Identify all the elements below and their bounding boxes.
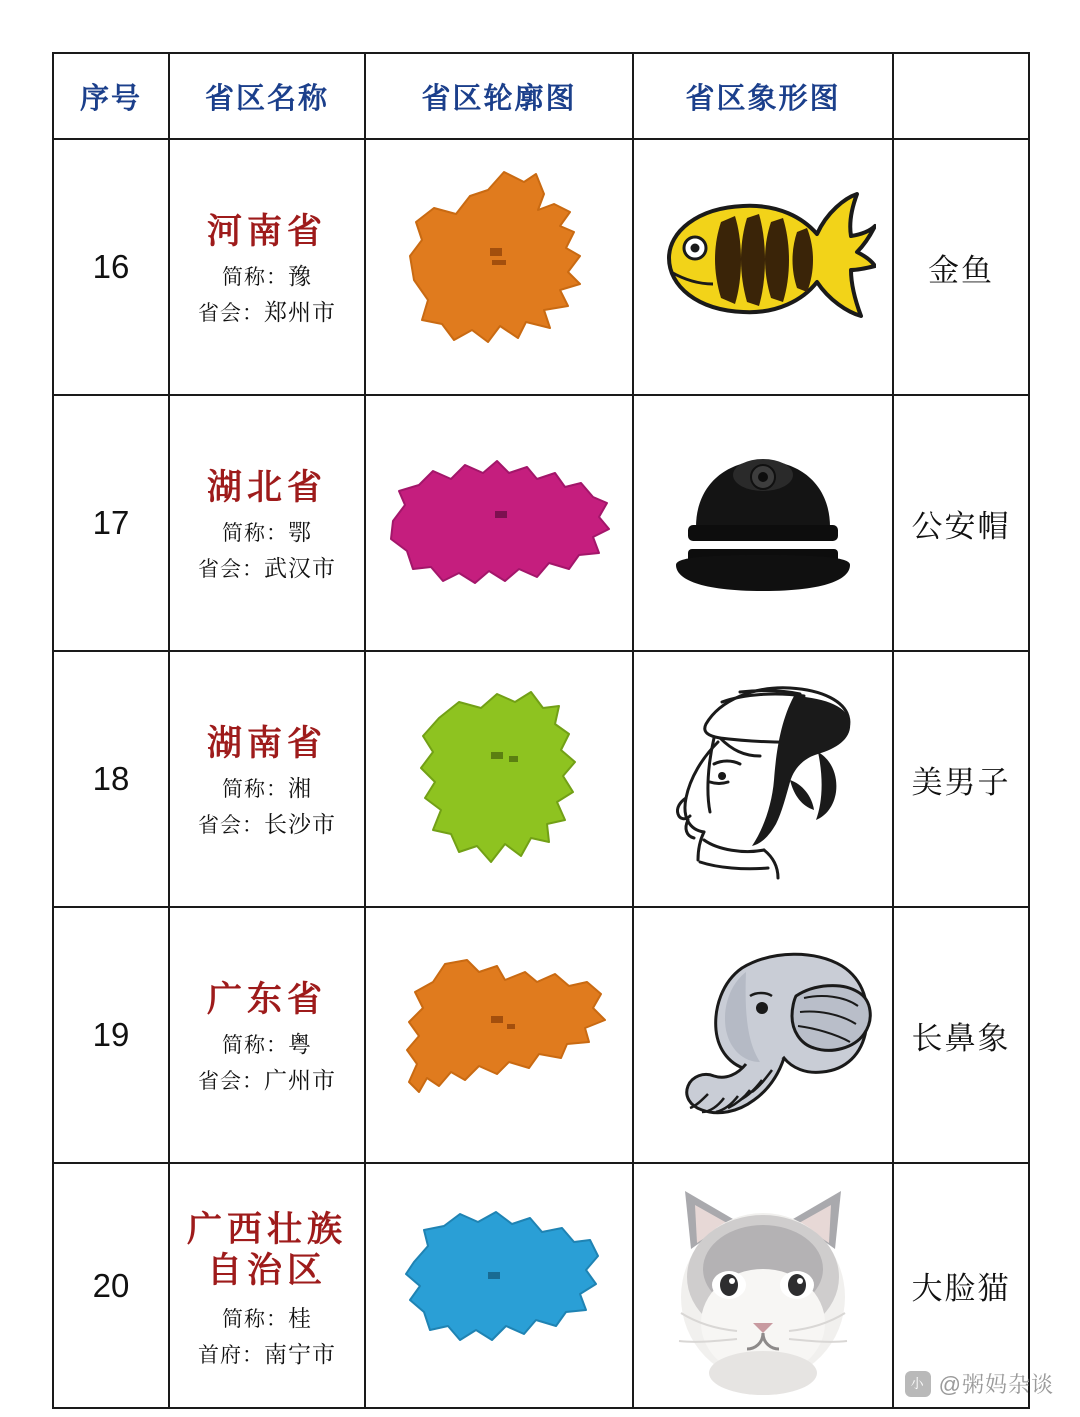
province-name: 广东省 [206, 980, 327, 1019]
table-row [53, 907, 1029, 1163]
province-capital [174, 813, 360, 836]
province-outline-cell [365, 907, 633, 1163]
capital-value: 武汉市 [264, 555, 336, 581]
province-outline-cell [365, 651, 633, 907]
table-row [53, 1163, 1029, 1408]
capital-label: 首府： [198, 1344, 264, 1368]
henan-outline-icon [366, 142, 632, 392]
pictograph-cell [633, 139, 893, 395]
capital-label: 省会： [198, 814, 264, 837]
abbr-label: 简称： [222, 266, 288, 289]
header-blank [893, 53, 1029, 139]
abbr-label: 简称： [222, 778, 288, 801]
guangdong-outline-icon [366, 910, 632, 1160]
pictograph-label: 金鱼 [893, 139, 1029, 395]
capital-label: 省会： [198, 302, 264, 325]
watermark-text: @粥妈杂谈 [938, 1372, 1054, 1397]
province-name-cell [169, 395, 365, 651]
province-name: 河南省 [206, 212, 327, 251]
watermark [905, 1368, 1054, 1399]
pictograph-label: 公安帽 [893, 395, 1029, 651]
abbr-value: 鄂 [288, 519, 312, 545]
pictograph-cell [633, 907, 893, 1163]
province-table [52, 52, 1030, 1409]
province-name-cell [169, 651, 365, 907]
header-index: 序号 [53, 53, 169, 139]
header-province-name: 省区名称 [169, 53, 365, 139]
province-name: 湖北省 [206, 468, 327, 507]
abbr-value: 桂 [288, 1305, 312, 1332]
pictograph-label: 美男子 [893, 651, 1029, 907]
abbr-value: 粤 [288, 1031, 312, 1057]
table-header-row [53, 53, 1029, 139]
abbr-label: 简称： [222, 1308, 288, 1332]
guangxi-outline-icon [366, 1167, 632, 1405]
row-index: 18 [53, 651, 169, 907]
row-index: 20 [53, 1163, 169, 1408]
pictograph-label: 大脸猫 [893, 1163, 1029, 1408]
pictograph-cell [633, 1163, 893, 1408]
province-name-line2: 自治区 [206, 1251, 327, 1290]
table-row [53, 651, 1029, 907]
table-row [53, 395, 1029, 651]
abbr-label: 简称： [222, 1034, 288, 1057]
police-cap-icon [634, 398, 892, 648]
province-abbr [174, 1033, 360, 1056]
province-outline-cell [365, 1163, 633, 1408]
capital-label: 省会： [198, 1070, 264, 1093]
hunan-outline-icon [366, 654, 632, 904]
abbr-value: 豫 [288, 263, 312, 289]
province-name-cell [169, 139, 365, 395]
row-index: 17 [53, 395, 169, 651]
big-face-cat-icon [634, 1167, 892, 1405]
goldfish-icon [634, 142, 892, 392]
province-abbr [174, 265, 360, 288]
abbr-value: 湘 [288, 775, 312, 801]
row-index: 16 [53, 139, 169, 395]
capital-value: 郑州市 [264, 299, 336, 325]
header-outline-map: 省区轮廓图 [365, 53, 633, 139]
header-pictograph: 省区象形图 [633, 53, 893, 139]
hubei-outline-icon [366, 398, 632, 648]
capital-label: 省会： [198, 558, 264, 581]
province-capital [174, 557, 360, 580]
province-outline-cell [365, 139, 633, 395]
province-table-sheet [52, 52, 1028, 1417]
watermark-badge-icon: 小 [905, 1371, 931, 1397]
pictograph-cell [633, 395, 893, 651]
province-name-cell [169, 907, 365, 1163]
province-name-line1: 广西壮族 [186, 1209, 347, 1249]
capital-value: 南宁市 [264, 1341, 336, 1368]
province-name [174, 1209, 360, 1292]
row-index: 19 [53, 907, 169, 1163]
abbr-label: 简称： [222, 522, 288, 545]
pictograph-label: 长鼻象 [893, 907, 1029, 1163]
capital-value: 长沙市 [264, 811, 336, 837]
province-capital [174, 1069, 360, 1092]
handsome-man-head-icon [634, 654, 892, 904]
province-abbr [174, 777, 360, 800]
province-capital [174, 301, 360, 324]
table-row [53, 139, 1029, 395]
province-capital [174, 1343, 360, 1366]
elephant-head-icon [634, 910, 892, 1160]
province-abbr [174, 1307, 360, 1330]
province-name-cell [169, 1163, 365, 1408]
capital-value: 广州市 [264, 1067, 336, 1093]
province-outline-cell [365, 395, 633, 651]
province-name: 湖南省 [206, 724, 327, 763]
province-abbr [174, 521, 360, 544]
pictograph-cell [633, 651, 893, 907]
